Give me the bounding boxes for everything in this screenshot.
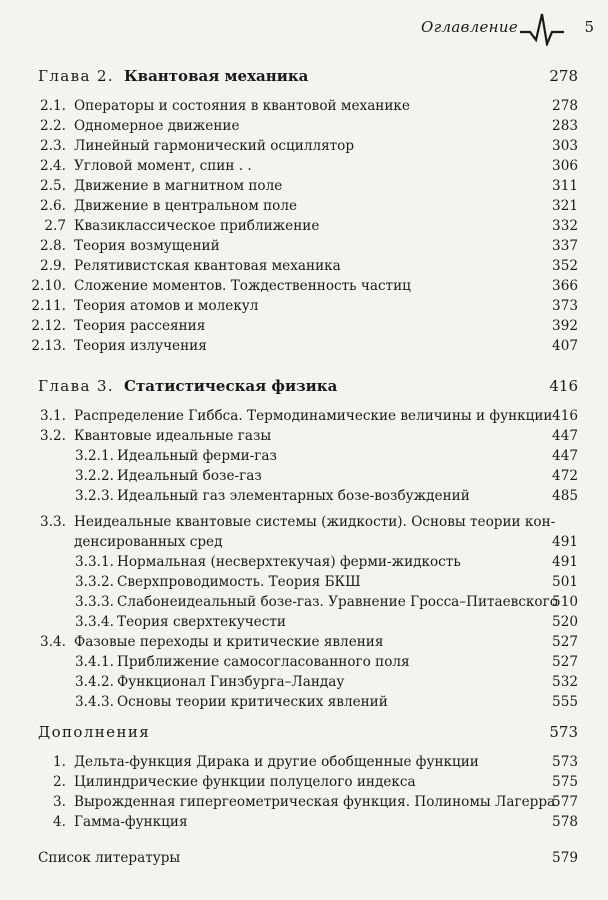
entry-title: Сложение моментов. Тождественность частиц xyxy=(74,278,411,294)
entry-title: Цилиндрические функции полуцелого индекса xyxy=(74,774,416,790)
toc-entry[interactable] xyxy=(0,216,608,236)
toc-entry[interactable] xyxy=(0,96,608,116)
entry-page: 321 xyxy=(552,198,578,214)
entry-page: 555 xyxy=(552,694,578,710)
entry-number: 2.1. xyxy=(40,98,66,114)
toc-subentry[interactable] xyxy=(0,692,608,712)
entry-page: 510 xyxy=(552,594,578,610)
entry-number: 2.11. xyxy=(31,298,66,314)
entry-title: Распределение Гиббса. Термодинамические величины и функции xyxy=(74,408,553,424)
toc-subentry[interactable] xyxy=(0,612,608,632)
toc-subentry[interactable] xyxy=(0,592,608,612)
entry-page: 578 xyxy=(552,814,578,830)
toc-entry-continuation[interactable] xyxy=(0,532,608,552)
bibliography-page: 579 xyxy=(552,850,578,866)
toc-entry[interactable] xyxy=(0,116,608,136)
entry-page: 311 xyxy=(552,178,578,194)
entry-page: 366 xyxy=(552,278,578,294)
entry-page: 501 xyxy=(552,574,578,590)
entry-number: 3.2.2. xyxy=(75,468,114,484)
entry-number: 3.4.3. xyxy=(75,694,114,710)
entry-title: Приближение самосогласованного поля xyxy=(117,654,410,670)
entry-title: Идеальный бозе-газ xyxy=(117,468,262,484)
entry-page: 447 xyxy=(552,448,578,464)
bibliography-entry[interactable] xyxy=(0,848,608,868)
entry-number: 3.3. xyxy=(40,514,66,530)
toc-entry[interactable] xyxy=(0,136,608,156)
entry-number: 3. xyxy=(53,794,66,810)
entry-page: 472 xyxy=(552,468,578,484)
entry-number: 3.1. xyxy=(40,408,66,424)
toc-subentry[interactable] xyxy=(0,552,608,572)
entry-page: 577 xyxy=(552,794,578,810)
entry-number: 3.2.1. xyxy=(75,448,114,464)
entry-title: Квантовые идеальные газы xyxy=(74,428,272,444)
chapter-3-heading[interactable] xyxy=(0,376,608,396)
entry-title: Релятивистская квантовая механика xyxy=(74,258,341,274)
chapter-title: Статистическая физика xyxy=(124,377,338,395)
entry-page: 283 xyxy=(552,118,578,134)
appendix-page: 573 xyxy=(549,723,578,741)
entry-page: 520 xyxy=(552,614,578,630)
entry-title: Теория рассеяния xyxy=(74,318,206,334)
entry-number: 2.5. xyxy=(40,178,66,194)
entry-number: 4. xyxy=(53,814,66,830)
entry-page: 532 xyxy=(552,674,578,690)
entry-number: 2. xyxy=(53,774,66,790)
appendix-entry[interactable] xyxy=(0,812,608,832)
entry-page: 278 xyxy=(552,98,578,114)
entry-number: 2.6. xyxy=(40,198,66,214)
entry-title: Идеальный ферми-газ xyxy=(117,448,277,464)
chapter-label: Глава 2. xyxy=(38,67,115,85)
entry-number: 2.8. xyxy=(40,238,66,254)
entry-title: Слабонеидеальный бозе-газ. Уравнение Гросса–Питаевского xyxy=(117,594,558,610)
entry-number: 2.10. xyxy=(31,278,66,294)
entry-title: Теория излучения xyxy=(74,338,207,354)
entry-page: 527 xyxy=(552,634,578,650)
entry-number: 3.3.4. xyxy=(75,614,114,630)
toc-entry[interactable] xyxy=(0,156,608,176)
entry-number: 2.12. xyxy=(31,318,66,334)
entry-number: 3.4.2. xyxy=(75,674,114,690)
entry-number: 2.2. xyxy=(40,118,66,134)
appendix-heading[interactable] xyxy=(0,722,608,742)
toc-entry[interactable] xyxy=(0,632,608,652)
appendix-entry[interactable] xyxy=(0,792,608,812)
entry-title: Неидеальные квантовые системы (жидкости). Основы теории кон- xyxy=(74,514,556,530)
appendix-title: Дополнения xyxy=(38,723,151,741)
entry-page: 485 xyxy=(552,488,578,504)
page-header xyxy=(0,12,608,46)
entry-title: Одномерное движение xyxy=(74,118,240,134)
entry-title: Фазовые переходы и критические явления xyxy=(74,634,384,650)
entry-title: Операторы и состояния в квантовой механике xyxy=(74,98,410,114)
entry-page: 392 xyxy=(552,318,578,334)
entry-page: 527 xyxy=(552,654,578,670)
entry-title: Теория возмущений xyxy=(74,238,220,254)
chapter-page: 416 xyxy=(549,377,578,395)
entry-title: Движение в центральном поле xyxy=(74,198,298,214)
toc-subentry[interactable] xyxy=(0,486,608,506)
entry-number: 1. xyxy=(53,754,66,770)
entry-number: 2.4. xyxy=(40,158,66,174)
bibliography-title: Список литературы xyxy=(38,850,181,866)
entry-page: 303 xyxy=(552,138,578,154)
entry-title: Дельта-функция Дирака и другие обобщенные функции xyxy=(74,754,479,770)
toc-subentry[interactable] xyxy=(0,446,608,466)
toc-entry[interactable] xyxy=(0,316,608,336)
entry-number: 3.3.1. xyxy=(75,554,114,570)
entry-page: 575 xyxy=(552,774,578,790)
toc-subentry[interactable] xyxy=(0,466,608,486)
toc-entry[interactable] xyxy=(0,256,608,276)
entry-page: 337 xyxy=(552,238,578,254)
entry-title: Нормальная (несверхтекучая) ферми-жидкость xyxy=(117,554,461,570)
toc-entry[interactable] xyxy=(0,512,608,532)
pulse-wave-icon xyxy=(520,12,564,46)
toc-entry[interactable] xyxy=(0,196,608,216)
toc-subentry[interactable] xyxy=(0,672,608,692)
entry-page: 352 xyxy=(552,258,578,274)
entry-number: 3.4. xyxy=(40,634,66,650)
toc-entry[interactable] xyxy=(0,426,608,446)
appendix-entry[interactable] xyxy=(0,752,608,772)
entry-title: Основы теории критических явлений xyxy=(117,694,388,710)
toc-subentry[interactable] xyxy=(0,572,608,592)
entry-page: 373 xyxy=(552,298,578,314)
entry-title: Идеальный газ элементарных бозе-возбуждений xyxy=(117,488,470,504)
entry-page: 332 xyxy=(552,218,578,234)
entry-title: Теория атомов и молекул xyxy=(74,298,259,314)
chapter-2-heading[interactable] xyxy=(0,66,608,86)
toc-entry[interactable] xyxy=(0,336,608,356)
toc-entry[interactable] xyxy=(0,176,608,196)
entry-number: 3.4.1. xyxy=(75,654,114,670)
entry-title-continued: денсированных сред xyxy=(74,534,223,550)
toc-entry[interactable] xyxy=(0,296,608,316)
entry-page: 491 xyxy=(552,554,578,570)
chapter-label: Глава 3. xyxy=(38,377,115,395)
appendix-entry[interactable] xyxy=(0,772,608,792)
toc-entry[interactable] xyxy=(0,406,608,426)
chapter-title: Квантовая механика xyxy=(124,67,309,85)
entry-number: 3.3.3. xyxy=(75,594,114,610)
entry-page: 573 xyxy=(552,754,578,770)
entry-title: Сверхпроводимость. Теория БКШ xyxy=(117,574,361,590)
entry-page: 416 xyxy=(552,408,578,424)
running-title: Оглавление xyxy=(421,18,518,36)
page-number: 5 xyxy=(584,18,594,36)
entry-title: Функционал Гинзбурга–Ландау xyxy=(117,674,345,690)
entry-number: 3.2. xyxy=(40,428,66,444)
entry-page: 407 xyxy=(552,338,578,354)
entry-title: Гамма-функция xyxy=(74,814,188,830)
entry-page: 491 xyxy=(552,534,578,550)
entry-number: 3.2.3. xyxy=(75,488,114,504)
entry-number: 2.13. xyxy=(31,338,66,354)
chapter-page: 278 xyxy=(549,67,578,85)
entry-page: 447 xyxy=(552,428,578,444)
entry-title: Квазиклассическое приближение xyxy=(74,218,320,234)
entry-number: 2.7 xyxy=(44,218,66,234)
toc-subentry[interactable] xyxy=(0,652,608,672)
entry-title: Движение в магнитном поле xyxy=(74,178,283,194)
entry-title: Угловой момент, спин . . xyxy=(74,158,252,174)
entry-number: 3.3.2. xyxy=(75,574,114,590)
entry-title: Линейный гармонический осциллятор xyxy=(74,138,355,154)
entry-number: 2.3. xyxy=(40,138,66,154)
entry-page: 306 xyxy=(552,158,578,174)
toc-entry[interactable] xyxy=(0,236,608,256)
entry-number: 2.9. xyxy=(40,258,66,274)
toc-entry[interactable] xyxy=(0,276,608,296)
entry-title: Теория сверхтекучести xyxy=(117,614,286,630)
entry-title: Вырожденная гипергеометрическая функция. Полиномы Лагерра xyxy=(74,794,556,810)
